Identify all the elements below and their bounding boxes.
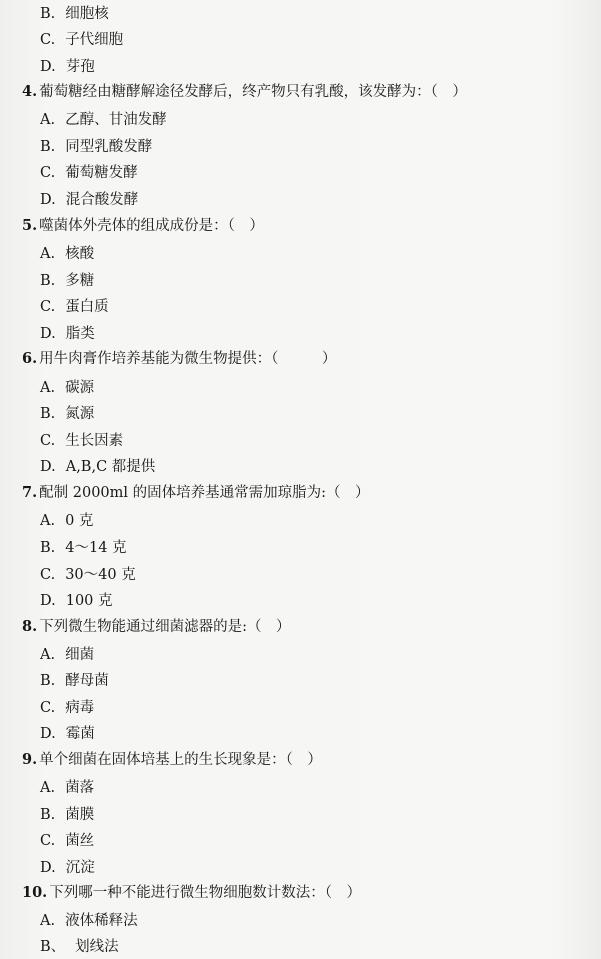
option-text: 病毒 <box>65 700 95 716</box>
option-text: 氮源 <box>65 406 95 422</box>
option-letter: A. <box>40 246 56 262</box>
option-letter: A. <box>40 647 56 663</box>
option-text: 碳源 <box>65 380 95 396</box>
option-text: 核酸 <box>65 246 95 262</box>
q8-option-d <box>40 725 95 743</box>
q6-option-d <box>40 458 155 476</box>
question-text: 下列哪一种不能进行微生物细胞数计数法：（ ） <box>49 885 361 901</box>
option-letter: D. <box>40 59 56 75</box>
option-text: 混合酸发酵 <box>65 192 139 208</box>
q8-option-c <box>40 699 94 717</box>
question-text: 葡萄糖经由糖酵解途径发酵后，终产物只有乳酸，该发酵为：（ ） <box>39 84 467 100</box>
option-letter: C. <box>40 833 56 849</box>
option-letter: A. <box>40 513 56 529</box>
option-text: 30～40 克 <box>65 567 136 583</box>
option-letter: D. <box>40 326 56 342</box>
question-number: 7. <box>22 484 38 501</box>
option-text: 蛋白质 <box>65 299 109 315</box>
option-letter: D. <box>40 459 56 475</box>
question-5 <box>22 217 264 235</box>
option-d-spore <box>40 58 95 76</box>
option-text: 液体稀释法 <box>65 913 138 929</box>
option-letter: A. <box>40 913 56 929</box>
option-text: 细菌 <box>65 647 95 663</box>
q8-option-b <box>40 672 109 690</box>
option-text: 脂类 <box>65 326 95 342</box>
option-text: 划线法 <box>75 939 119 955</box>
question-text: 用牛肉膏作培养基能为微生物提供：（ ） <box>39 351 337 367</box>
option-letter: C. <box>40 700 56 716</box>
option-letter: B. <box>40 406 56 422</box>
q7-option-d <box>40 592 113 610</box>
option-letter: B. <box>40 139 56 155</box>
q4-option-b <box>40 138 152 156</box>
option-letter: B. <box>40 273 56 289</box>
option-c-daughter-cell <box>40 31 123 49</box>
q7-option-a <box>40 512 93 530</box>
option-letter: D. <box>40 860 56 876</box>
option-text: 同型乳酸发酵 <box>65 139 153 155</box>
q10-option-a <box>40 912 138 930</box>
q9-option-a <box>40 779 94 797</box>
question-6 <box>22 350 336 368</box>
question-number: 9. <box>22 751 38 768</box>
option-letter: B. <box>40 807 56 823</box>
question-number: 8. <box>22 618 38 635</box>
question-10 <box>22 884 361 902</box>
option-letter: C. <box>40 165 56 181</box>
q5-option-a <box>40 245 94 263</box>
option-text: 霉菌 <box>65 726 95 742</box>
q7-option-b <box>40 539 127 557</box>
q10-option-b <box>40 938 119 956</box>
question-number: 10. <box>22 884 48 901</box>
option-text: 4～14 克 <box>65 540 127 556</box>
option-text: 沉淀 <box>65 860 95 876</box>
q4-option-a <box>40 111 167 129</box>
option-text: 芽孢 <box>65 59 95 75</box>
option-letter: D. <box>40 593 56 609</box>
q9-option-c <box>40 832 94 850</box>
option-text: 菌落 <box>65 780 95 796</box>
option-letter: A. <box>40 112 56 128</box>
question-text: 配制 2000ml 的固体培养基通常需加琼脂为:（ ） <box>39 485 370 501</box>
option-text: 细胞核 <box>65 6 109 22</box>
q7-option-c <box>40 566 136 584</box>
q5-option-d <box>40 325 95 343</box>
question-number: 5. <box>22 217 38 234</box>
q9-option-b <box>40 806 94 824</box>
option-letter: A. <box>40 780 56 796</box>
option-text: 酵母菌 <box>65 673 109 689</box>
option-letter: C. <box>40 433 56 449</box>
option-text: 葡萄糖发酵 <box>65 165 138 181</box>
option-text: 菌丝 <box>65 833 95 849</box>
question-7 <box>22 484 370 502</box>
question-4 <box>22 83 467 101</box>
q9-option-d <box>40 859 95 877</box>
option-b-cell-nucleus <box>40 5 109 23</box>
q8-option-a <box>40 646 94 664</box>
question-text: 噬菌体外壳体的组成成份是：（ ） <box>39 218 264 234</box>
question-9 <box>22 751 322 769</box>
option-letter: C. <box>40 567 56 583</box>
question-text: 下列微生物能通过细菌滤器的是:（ ） <box>39 619 291 635</box>
question-text: 单个细菌在固体培基上的生长现象是：（ ） <box>39 752 322 768</box>
option-letter: D. <box>40 192 56 208</box>
option-letter: B. <box>40 540 56 556</box>
q6-option-a <box>40 379 94 397</box>
option-letter: B. <box>40 673 56 689</box>
option-text: 子代细胞 <box>65 32 124 48</box>
q5-option-c <box>40 298 109 316</box>
q4-option-c <box>40 164 138 182</box>
option-text: A,B,C 都提供 <box>65 459 156 475</box>
option-letter: B. <box>40 6 56 22</box>
option-text: 0 克 <box>65 513 94 529</box>
option-letter: C. <box>40 299 56 315</box>
q6-option-c <box>40 432 123 450</box>
question-number: 6. <box>22 350 38 367</box>
option-text: 生长因素 <box>65 433 124 449</box>
option-letter: D. <box>40 726 56 742</box>
option-letter: A. <box>40 380 56 396</box>
q6-option-b <box>40 405 94 423</box>
option-letter: B、 <box>40 939 66 955</box>
option-letter: C. <box>40 32 56 48</box>
q5-option-b <box>40 272 94 290</box>
option-text: 100 克 <box>65 593 113 609</box>
question-8 <box>22 618 291 636</box>
question-number: 4. <box>22 83 38 100</box>
option-text: 乙醇、甘油发酵 <box>65 112 167 128</box>
option-text: 多糖 <box>65 273 95 289</box>
q4-option-d <box>40 191 138 209</box>
option-text: 菌膜 <box>65 807 95 823</box>
